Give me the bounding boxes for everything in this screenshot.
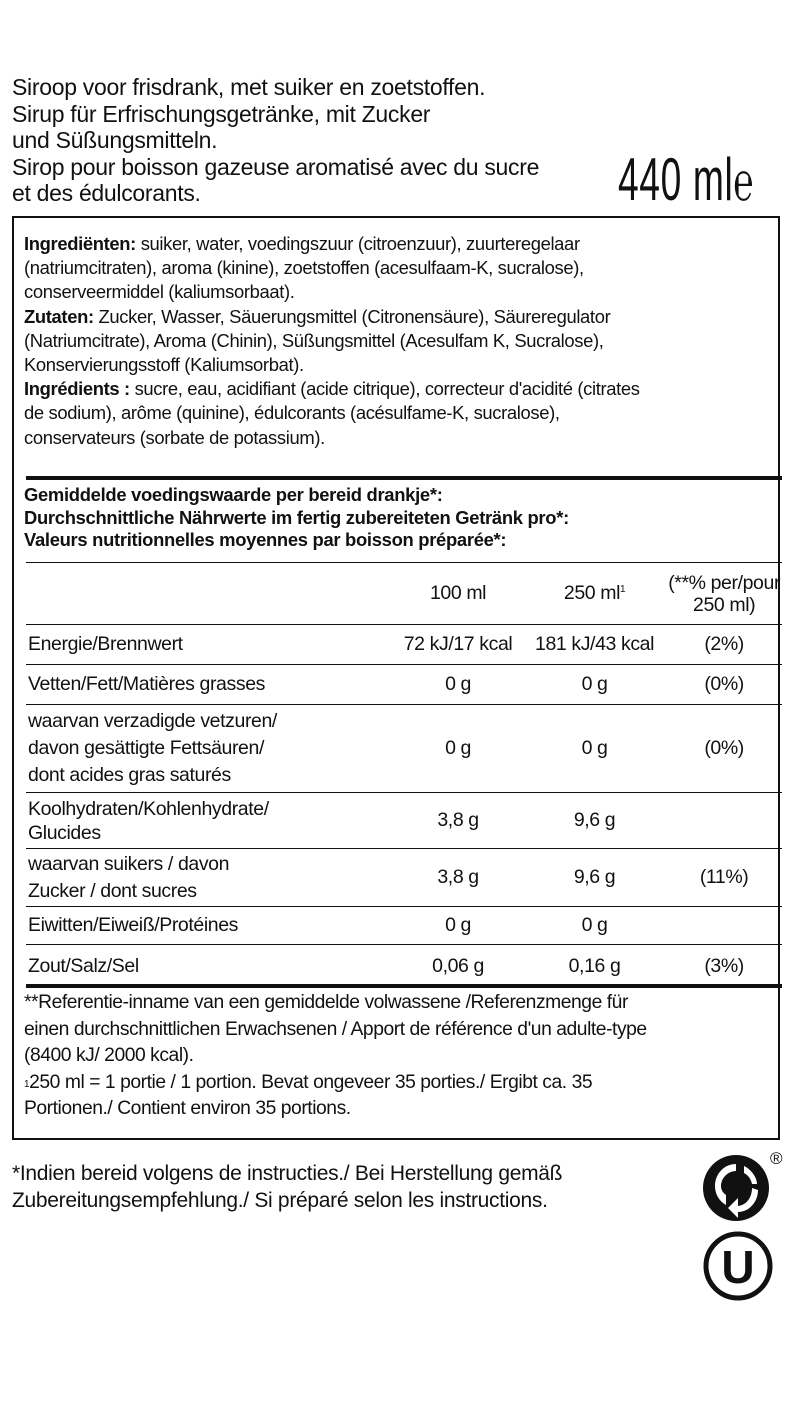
table-header-row (26, 563, 782, 625)
preparation-note-line: Zubereitungsempfehlung./ Si préparé selon les instructions. (12, 1189, 548, 1212)
value-250ml: 0 g (523, 705, 666, 793)
net-volume (618, 148, 754, 214)
kosher-letter: U (721, 1241, 755, 1293)
column-header-250ml: 250 $ml^1$ (523, 563, 666, 625)
table-row (26, 793, 782, 849)
nutrition-heading-nl: Gemiddelde voedingswaarde per bereid drankje*: (24, 484, 443, 505)
product-description (12, 74, 622, 207)
value-percent: (2%) (666, 625, 782, 665)
table-row (26, 907, 782, 945)
row-label: Zout/Salz/Sel (26, 945, 393, 989)
ingredients-de-label: Zutaten: (24, 305, 94, 327)
table-row (26, 945, 782, 989)
table-row (26, 665, 782, 705)
portion-footnote-mark: 1 (620, 584, 626, 595)
row-label: waarvan suikers / davon Zucker / dont sucres (26, 849, 393, 907)
table-row (26, 705, 782, 793)
preparation-note (12, 1160, 692, 1214)
nutrition-table (26, 562, 782, 989)
value-250ml: 0,16 g (523, 945, 666, 989)
label-panel (12, 216, 780, 1140)
row-label: Koolhydraten/Kohlenhydrate/ Glucides (26, 793, 393, 849)
volume-amount: 440 ml (618, 146, 734, 213)
reference-intake-note: **Referentie-inname van een gemiddelde volwassene /Referenzmenge für (24, 992, 628, 1013)
row-label: Vetten/Fett/Matières grasses (26, 665, 393, 705)
description-line-nl: Siroop voor frisdrank, met suiker en zoetstoffen. (12, 74, 486, 100)
preparation-note-line: *Indien bereid volgens de instructies./ Bei Herstellung gemäß (12, 1162, 563, 1185)
table-header-label (26, 563, 393, 625)
nutrition-heading-de: Durchschnittliche Nährwerte im fertig zubereiteten Getränk pro*: (24, 506, 569, 528)
value-100ml: 3,8 g (393, 793, 523, 849)
value-250ml: 181 kJ/43 kcal (523, 625, 666, 665)
reference-intake-note: einen durchschnittlichen Erwachsenen / Apport de référence d'un adulte-type (24, 1018, 647, 1040)
section-divider (26, 476, 782, 480)
ingredients-section (24, 232, 774, 450)
value-100ml: 0 g (393, 907, 523, 945)
value-250ml: 9,6 g (523, 793, 666, 849)
value-100ml: 0 g (393, 705, 523, 793)
nutrition-heading (24, 484, 774, 552)
value-percent: (0%) (666, 665, 782, 705)
nutrition-heading-fr: Valeurs nutritionnelles moyennes par boisson préparée*: (24, 529, 507, 550)
value-percent: (0%) (666, 705, 782, 793)
table-row (26, 625, 782, 665)
value-percent (666, 907, 782, 945)
row-label: Energie/Brennwert (26, 625, 393, 665)
ingredients-de-line: Zutaten: Zucker, Wasser, Säuerungsmittel (Citronensäure), Säureregulator (24, 305, 611, 327)
description-line-fr-1: Sirop pour boisson gazeuse aromatisé avec du sucre (12, 153, 540, 180)
ingredients-fr-line: conservateurs (sorbate de potassium). (24, 426, 325, 448)
value-100ml: 72 kJ/17 kcal (393, 625, 523, 665)
value-250ml: 0 g (523, 665, 666, 705)
value-250ml: 9,6 g (523, 849, 666, 907)
value-100ml: 0,06 g (393, 945, 523, 989)
row-label: waarvan verzadigde vetzuren/ davon gesättigte Fettsäuren/ dont acides gras saturés (26, 705, 393, 793)
ingredients-nl-line: conserveermiddel (kaliumsorbaat). (24, 281, 295, 303)
ingredients-nl-line: (natriumcitraten), aroma (kinine), zoetstoffen (acesulfaam-K, sucralose), (24, 257, 584, 279)
column-header-percent: (**% per/pour 250 ml) (666, 563, 782, 625)
value-250ml: 0 g (523, 907, 666, 945)
value-percent: (3%) (666, 945, 782, 989)
ingredients-nl-line: Ingrediënten: suiker, water, voedingszuur (citroenzuur), zuurteregelaar (24, 233, 580, 254)
description-line-de-2: und Süßungsmitteln. (12, 127, 218, 153)
ingredients-fr-label: Ingrédients : (24, 378, 130, 400)
value-percent: (11%) (666, 849, 782, 907)
ingredients-nl-label: Ingrediënten: (24, 233, 136, 254)
green-dot-recycling-icon (700, 1148, 783, 1224)
kosher-u-icon (702, 1230, 774, 1302)
estimated-sign-icon: ℮ (733, 152, 755, 212)
column-header-100ml: 100 ml (393, 563, 523, 625)
ingredients-de-line: (Natriumcitrate), Aroma (Chinin), Süßungsmittel (Acesulfam K, Sucralose), (24, 329, 604, 351)
value-percent (666, 793, 782, 849)
description-line-fr-2: et des édulcorants. (12, 180, 201, 206)
registered-mark: ® (770, 1149, 783, 1168)
table-bottom-rule (26, 984, 782, 988)
portion-note: $^1$250 ml = 1 portie / 1 portion. Bevat ongeveer 35 porties./ Ergibt ca. 35 (24, 1071, 593, 1093)
value-100ml: 0 g (393, 665, 523, 705)
portion-note: Portionen./ Contient environ 35 portions. (24, 1098, 351, 1119)
table-row (26, 849, 782, 907)
value-100ml: 3,8 g (393, 849, 523, 907)
ingredients-fr-line: Ingrédients : sucre, eau, acidifiant (acide citrique), correcteur d'acidité (citrates (24, 378, 640, 400)
ingredients-fr-line: de sodium), arôme (quinine), édulcorants (acésulfame-K, sucralose), (24, 402, 560, 424)
reference-intake-note: (8400 kJ/ 2000 kcal). (24, 1045, 194, 1066)
ingredients-de-line: Konservierungsstoff (Kaliumsorbat). (24, 354, 304, 376)
footnotes (24, 990, 780, 1123)
row-label: Eiwitten/Eiweiß/Protéines (26, 907, 393, 945)
description-line-de-1: Sirup für Erfrischungsgetränke, mit Zucker (12, 100, 431, 127)
